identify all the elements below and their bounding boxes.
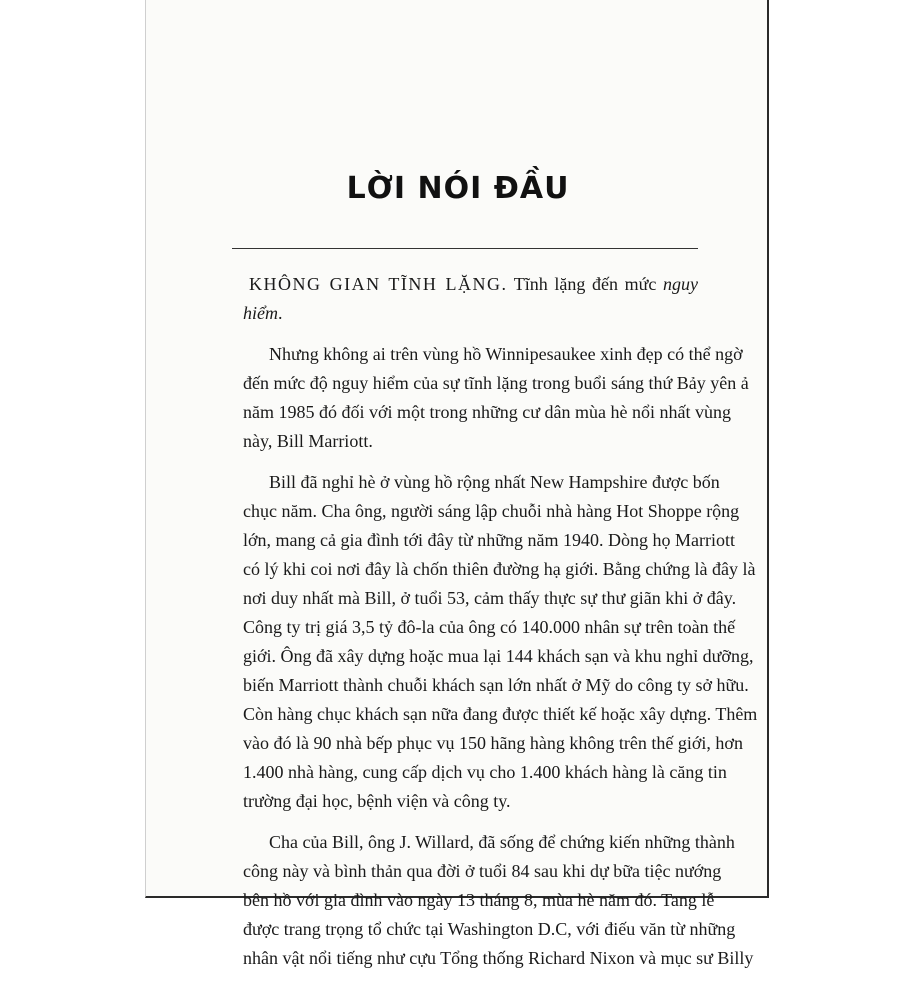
line: nhân vật nổi tiếng như cựu Tổng thống Richard Nixon và mục sư Billy bbox=[243, 948, 754, 968]
p1-text: Tĩnh lặng đến mức bbox=[507, 274, 663, 294]
line: biến Marriott thành chuỗi khách sạn lớn nhất ở Mỹ do công ty sở hữu. bbox=[243, 675, 749, 695]
line: Nhưng không ai trên vùng hồ Winnipesaukee xinh đẹp có thể ngờ bbox=[269, 344, 743, 364]
line: Công ty trị giá 3,5 tỷ đô-la của ông có 140.000 nhân sự trên toàn thế bbox=[243, 617, 736, 637]
line: bên hồ với gia đình vào ngày 13 tháng 8, mùa hè năm đó. Tang lễ bbox=[243, 890, 715, 910]
line: vào đó là 90 nhà bếp phục vụ 150 hãng hàng không trên thế giới, hơn bbox=[243, 733, 743, 753]
line: Còn hàng chục khách sạn nữa đang được thiết kế hoặc xây dựng. Thêm bbox=[243, 704, 758, 724]
line: được trang trọng tổ chức tại Washington D.C, với điếu văn từ những bbox=[243, 919, 736, 939]
line: lớn, mang cả gia đình tới đây từ những năm 1940. Dòng họ Marriott bbox=[243, 530, 735, 550]
line: nơi duy nhất mà Bill, ở tuổi 53, cảm thấy thực sự thư giãn khi ở đây. bbox=[243, 588, 737, 608]
line: này, Bill Marriott. bbox=[243, 431, 373, 451]
line: chục năm. Cha ông, người sáng lập chuỗi nhà hàng Hot Shoppe rộng bbox=[243, 501, 740, 521]
line: đến mức độ nguy hiểm của sự tĩnh lặng trong buổi sáng thứ Bảy yên ả bbox=[243, 373, 749, 393]
line: 1.400 nhà hàng, cung cấp dịch vụ cho 1.400 khách hàng là căng tin bbox=[243, 762, 727, 782]
line: trường đại học, bệnh viện và công ty. bbox=[243, 791, 511, 811]
line: công này và bình thản qua đời ở tuổi 84 sau khi dự bữa tiệc nướng bbox=[243, 861, 722, 881]
line: có lý khi coi nơi đây là chốn thiên đường hạ giới. Bằng chứng là đây là bbox=[243, 559, 756, 579]
book-page bbox=[145, 0, 769, 968]
paragraph-4 bbox=[243, 828, 754, 973]
body-text bbox=[243, 270, 758, 985]
line: Cha của Bill, ông J. Willard, đã sống để chứng kiến những thành bbox=[269, 832, 735, 852]
paragraph-3 bbox=[243, 468, 758, 816]
chapter-title: LỜI NÓI ĐẦU bbox=[346, 171, 570, 206]
line: năm 1985 đó đối với một trong những cư dân mùa hè nổi nhất vùng bbox=[243, 402, 731, 422]
paragraph-2 bbox=[243, 340, 749, 456]
p1-italic: nguy hiểm bbox=[243, 274, 698, 323]
lead-in-caps: KHÔNG GIAN TĨNH LẶNG. bbox=[249, 274, 508, 294]
paragraph-1: KHÔNG GIAN TĨNH LẶNG. Tĩnh lặng đến mức nguy hiểm. bbox=[243, 274, 698, 323]
line: giới. Ông đã xây dựng hoặc mua lại 144 khách sạn và khu nghỉ dưỡng, bbox=[243, 646, 754, 666]
line: Bill đã nghỉ hè ở vùng hồ rộng nhất New Hampshire được bốn bbox=[269, 472, 720, 492]
title-divider bbox=[232, 248, 698, 249]
